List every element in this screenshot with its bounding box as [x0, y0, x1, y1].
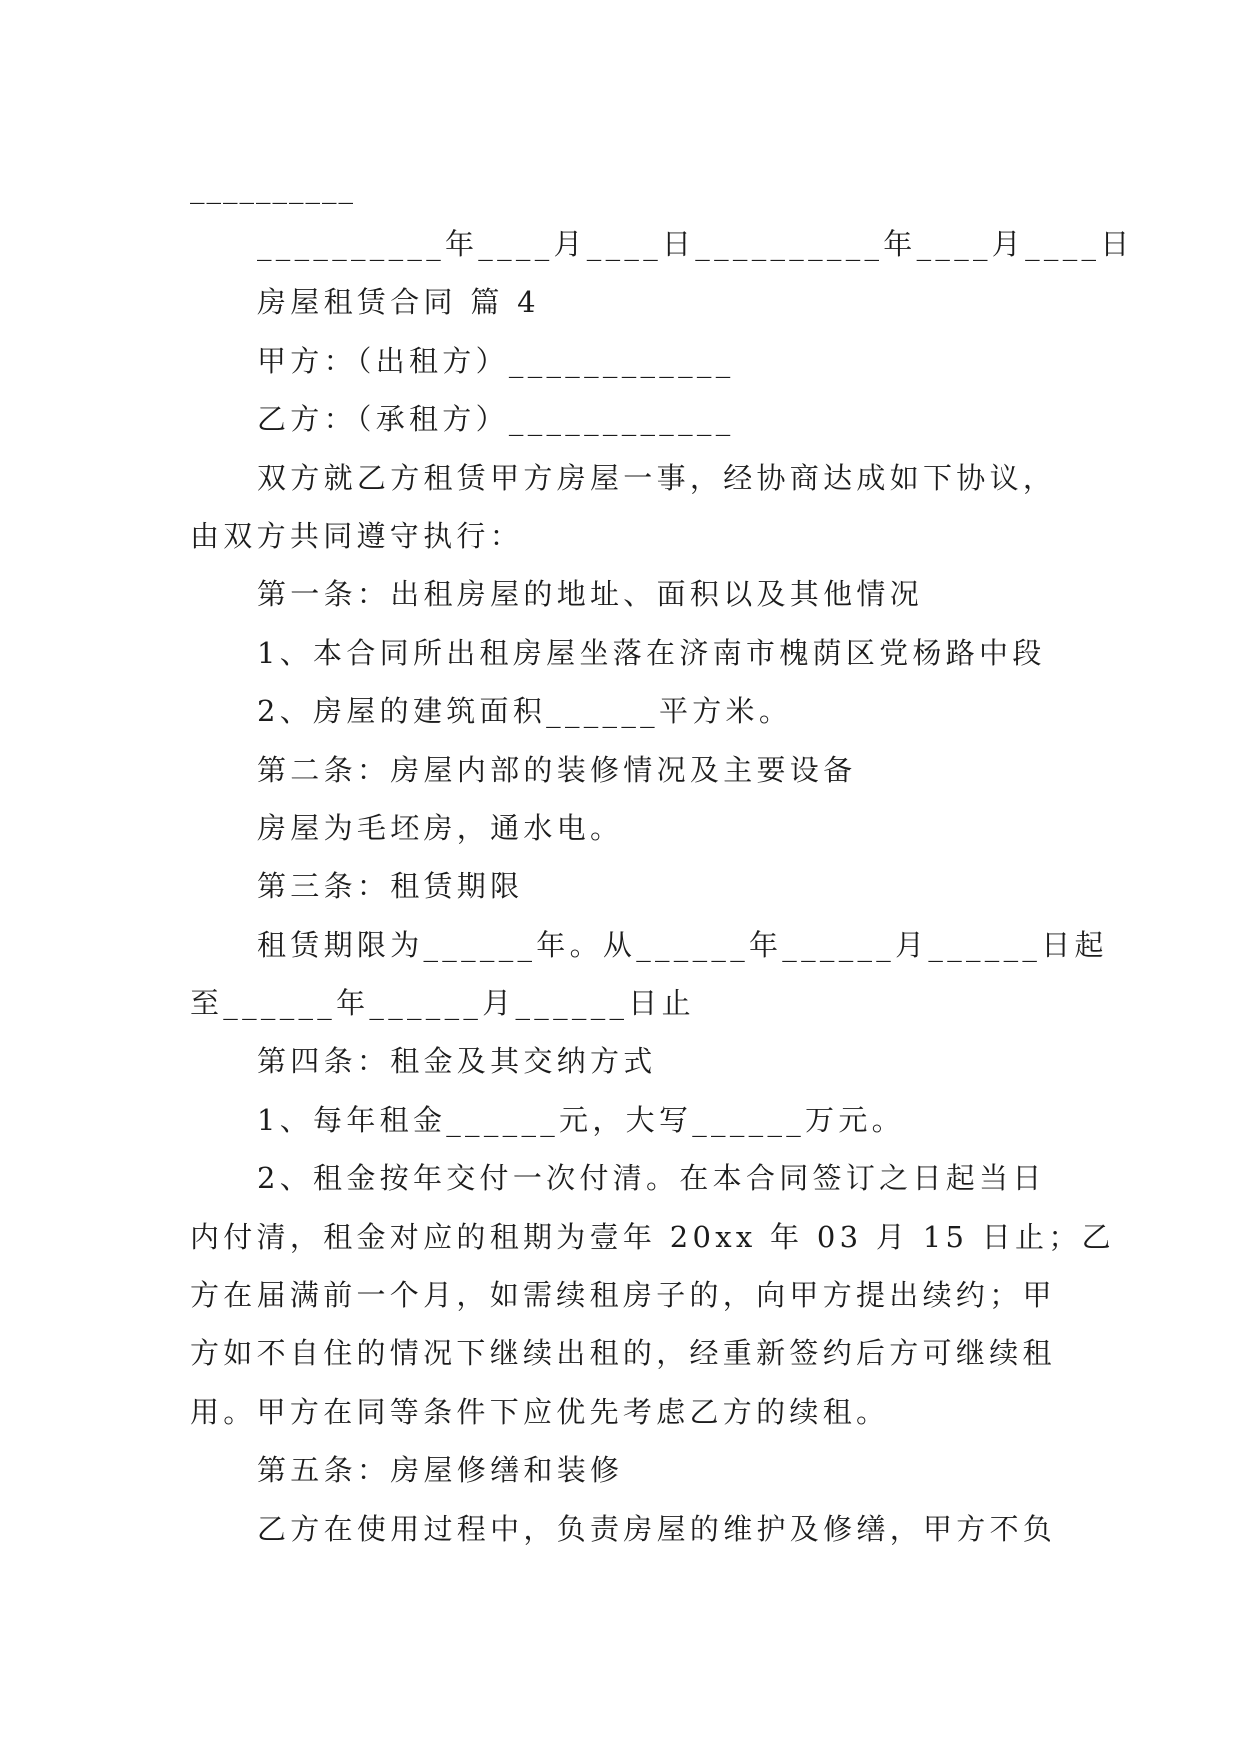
article-3-text-line: 至______年______月______日止: [190, 986, 695, 1021]
article-3-heading: 第三条：租赁期限: [257, 869, 524, 904]
article-4-item-continued: 方在届满前一个月，如需续租房子的，向甲方提出续约；甲: [190, 1278, 1056, 1313]
article-4-item-continued: 内付清，租金对应的租期为壹年 20xx 年 03 月 15 日止；乙: [190, 1219, 1115, 1254]
document-body: [0, 215, 1241, 1558]
intro-paragraph-line: 由双方共同遵守执行：: [190, 518, 524, 553]
article-4-item: 2、租金按年交付一次付清。在本合同签订之日起当日: [257, 1161, 1046, 1196]
article-2-heading: 第二条：房屋内部的装修情况及主要设备: [257, 752, 857, 787]
date-line: __________年____月____日__________年____月____日: [257, 227, 1134, 261]
intro-paragraph-line: 双方就乙方租赁甲方房屋一事，经协商达成如下协议，: [257, 460, 1057, 495]
article-1-item: 2、房屋的建筑面积______平方米。: [257, 694, 793, 729]
article-2-text: 房屋为毛坯房，通水电。: [257, 810, 624, 845]
article-4-item: 1、每年租金______元，大写______万元。: [257, 1102, 905, 1137]
article-1-heading: 第一条：出租房屋的地址、面积以及其他情况: [257, 577, 924, 612]
article-4-item-continued: 用。甲方在同等条件下应优先考虑乙方的续租。: [190, 1394, 890, 1429]
article-5-heading: 第五条：房屋修缮和装修: [257, 1453, 624, 1488]
document-title: 房屋租赁合同 篇 4: [257, 285, 540, 320]
article-4-heading: 第四条：租金及其交纳方式: [257, 1044, 657, 1079]
signature-blank: __________: [190, 170, 355, 204]
party-b-line: 乙方：（承租方）____________: [257, 402, 735, 437]
party-a-line: 甲方：（出租方）____________: [257, 343, 735, 378]
article-4-item-continued: 方如不自住的情况下继续出租的，经重新签约后方可继续租: [190, 1336, 1056, 1371]
article-5-text: 乙方在使用过程中，负责房屋的维护及修缮，甲方不负: [257, 1511, 1057, 1546]
article-3-text-line: 租赁期限为______年。从______年______月______日起: [257, 927, 1108, 962]
article-1-item: 1、本合同所出租房屋坐落在济南市槐荫区党杨路中段: [257, 635, 1046, 670]
